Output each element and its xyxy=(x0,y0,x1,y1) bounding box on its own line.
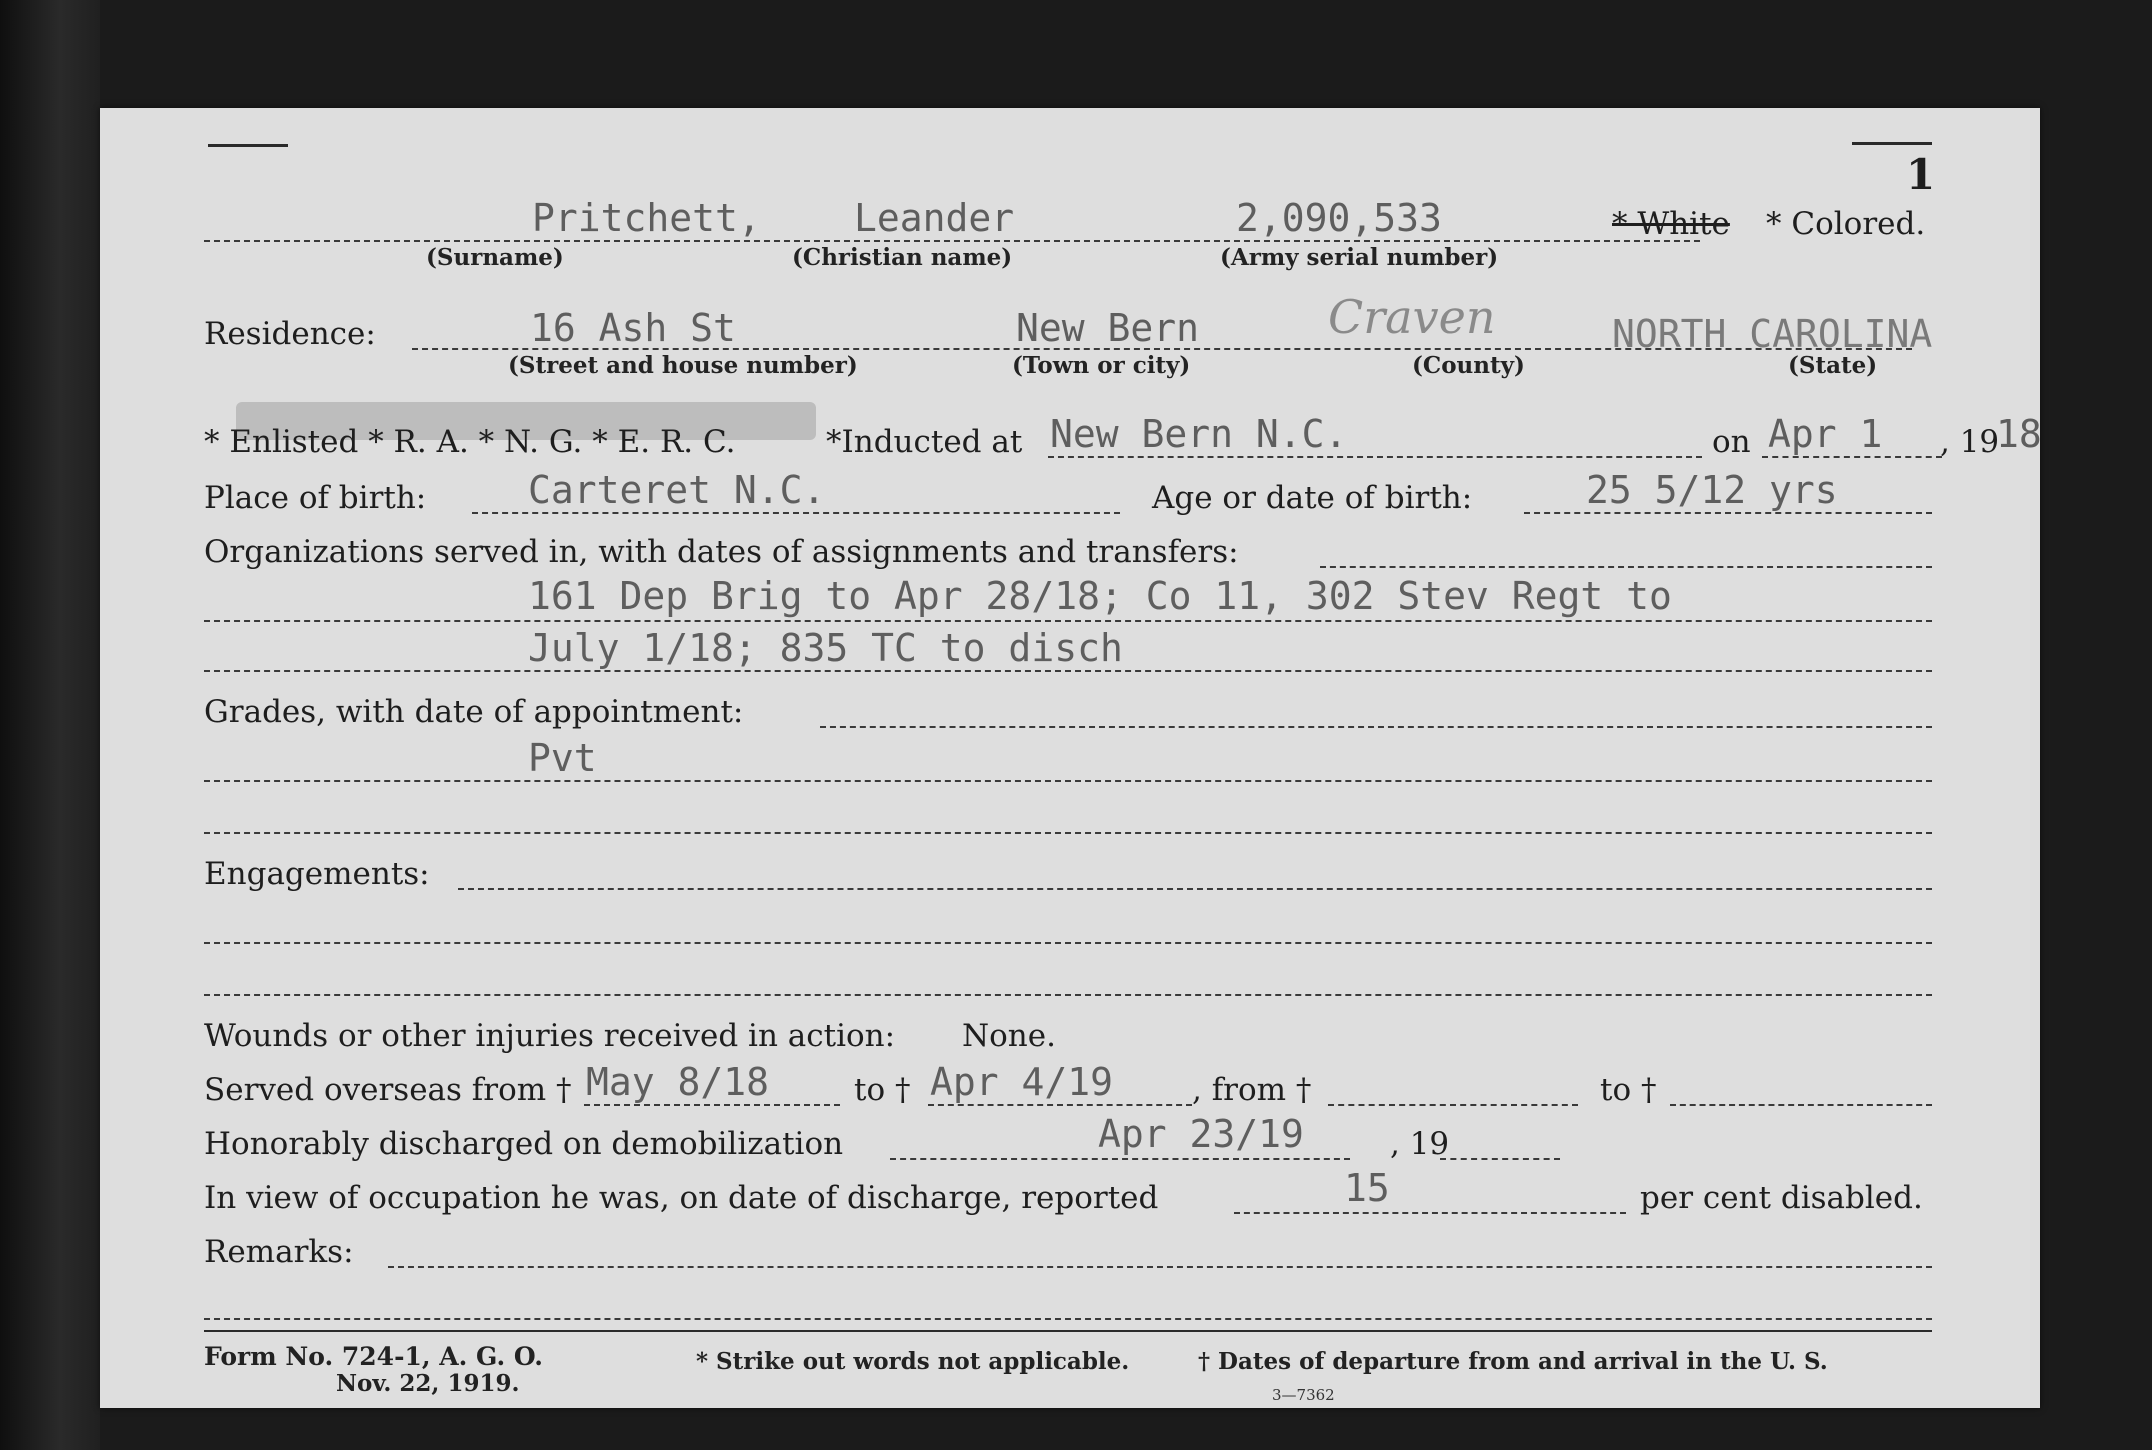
overseas-from2-line xyxy=(1328,1104,1578,1106)
top-left-rule xyxy=(208,144,288,147)
overseas-to2-label: to † xyxy=(1600,1072,1657,1108)
grades-line-1 xyxy=(204,780,1932,782)
organizations-value-1: 161 Dep Brig to Apr 28/18; Co 11, 302 Stev Regt to xyxy=(528,574,1672,618)
remarks-label: Remarks: xyxy=(204,1234,354,1270)
county-value-handwritten: Craven xyxy=(1328,290,1496,344)
place-of-birth-line xyxy=(472,512,1120,514)
white-option-struck: * White xyxy=(1612,206,1730,242)
enlisted-options-struck: * Enlisted * R. A. * N. G. * E. R. C. xyxy=(204,424,736,460)
overseas-to-line xyxy=(928,1104,1192,1106)
street-value: 16 Ash St xyxy=(530,306,736,350)
discharge-year-line xyxy=(1440,1158,1560,1160)
footer-rule xyxy=(204,1330,1932,1332)
disability-label: In view of occupation he was, on date of discharge, reported xyxy=(204,1180,1159,1216)
state-value: NORTH CAROLINA xyxy=(1612,312,1933,356)
street-caption: (Street and house number) xyxy=(508,352,858,379)
grades-label: Grades, with date of appointment: xyxy=(204,694,744,730)
inducted-place-value: New Bern N.C. xyxy=(1050,412,1348,456)
surname-value: Pritchett, xyxy=(532,196,761,240)
strike-note: * Strike out words not applicable. xyxy=(696,1348,1130,1375)
induction-year-suffix: 18 xyxy=(1996,412,2042,456)
on-label: on xyxy=(1712,424,1751,460)
discharge-date-line xyxy=(890,1158,1350,1160)
remarks-line-0 xyxy=(388,1266,1932,1268)
disability-suffix: per cent disabled. xyxy=(1640,1180,1923,1216)
overseas-from-line xyxy=(584,1104,840,1106)
age-line xyxy=(1524,512,1932,514)
serial-number-caption: (Army serial number) xyxy=(1220,244,1499,271)
grades-line-2 xyxy=(204,832,1932,834)
organizations-line-1 xyxy=(204,620,1932,622)
wounds-value: None. xyxy=(962,1018,1056,1054)
induction-date-line xyxy=(1762,456,1942,458)
state-caption: (State) xyxy=(1788,352,1878,379)
disability-line xyxy=(1234,1212,1626,1214)
remarks-line-1 xyxy=(204,1318,1932,1320)
place-of-birth-value: Carteret N.C. xyxy=(528,468,826,512)
serial-number-value: 2,090,533 xyxy=(1236,196,1442,240)
age-value: 25 5/12 yrs xyxy=(1586,468,1838,512)
town-caption: (Town or city) xyxy=(1012,352,1191,379)
card-number: 1 xyxy=(1906,150,1936,199)
residence-label: Residence: xyxy=(204,316,376,352)
name-line xyxy=(204,240,1700,242)
engagements-line-2 xyxy=(204,994,1932,996)
overseas-to-value: Apr 4/19 xyxy=(930,1060,1114,1104)
organizations-value-2: July 1/18; 835 TC to disch xyxy=(528,626,1123,670)
discharge-label: Honorably discharged on demobilization xyxy=(204,1126,844,1162)
overseas-from-value: May 8/18 xyxy=(586,1060,770,1104)
disability-value: 15 xyxy=(1344,1166,1390,1210)
grades-value: Pvt xyxy=(528,736,597,780)
christian-name-value: Leander xyxy=(854,196,1015,240)
engagements-label: Engagements: xyxy=(204,856,430,892)
overseas-from2-label: , from † xyxy=(1192,1072,1312,1108)
engagements-line-1 xyxy=(204,942,1932,944)
organizations-label: Organizations served in, with dates of assignments and transfers: xyxy=(204,534,1239,570)
form-number: Form No. 724-1, A. G. O. xyxy=(204,1342,543,1371)
dates-note: † Dates of departure from and arrival in the U. S. xyxy=(1198,1348,1828,1375)
age-label: Age or date of birth: xyxy=(1152,480,1473,516)
organizations-line-2 xyxy=(204,670,1932,672)
induction-date-value: Apr 1 xyxy=(1768,412,1883,456)
induction-year-prefix: , 19 xyxy=(1940,424,2000,460)
county-caption: (County) xyxy=(1412,352,1525,379)
place-of-birth-label: Place of birth: xyxy=(204,480,427,516)
print-code: 3—7362 xyxy=(1272,1386,1335,1404)
town-value: New Bern xyxy=(1016,306,1200,350)
discharge-year-prefix: , 19 xyxy=(1390,1126,1450,1162)
surname-caption: (Surname) xyxy=(426,244,564,271)
scan-edge xyxy=(0,0,100,1450)
grades-line-0 xyxy=(820,726,1932,728)
christian-name-caption: (Christian name) xyxy=(792,244,1013,271)
discharge-date-value: Apr 23/19 xyxy=(1098,1112,1304,1156)
service-record-card xyxy=(100,108,2040,1408)
engagements-line-0 xyxy=(458,888,1932,890)
overseas-to-label: to † xyxy=(854,1072,911,1108)
organizations-line-0 xyxy=(1320,566,1932,568)
inducted-label: *Inducted at xyxy=(826,424,1023,460)
overseas-to2-line xyxy=(1670,1104,1932,1106)
served-overseas-label: Served overseas from † xyxy=(204,1072,572,1108)
form-date: Nov. 22, 1919. xyxy=(336,1370,520,1397)
wounds-label: Wounds or other injuries received in action: xyxy=(204,1018,896,1054)
inducted-place-line xyxy=(1048,456,1702,458)
top-right-rule xyxy=(1852,142,1932,145)
colored-option: * Colored. xyxy=(1766,206,1926,242)
